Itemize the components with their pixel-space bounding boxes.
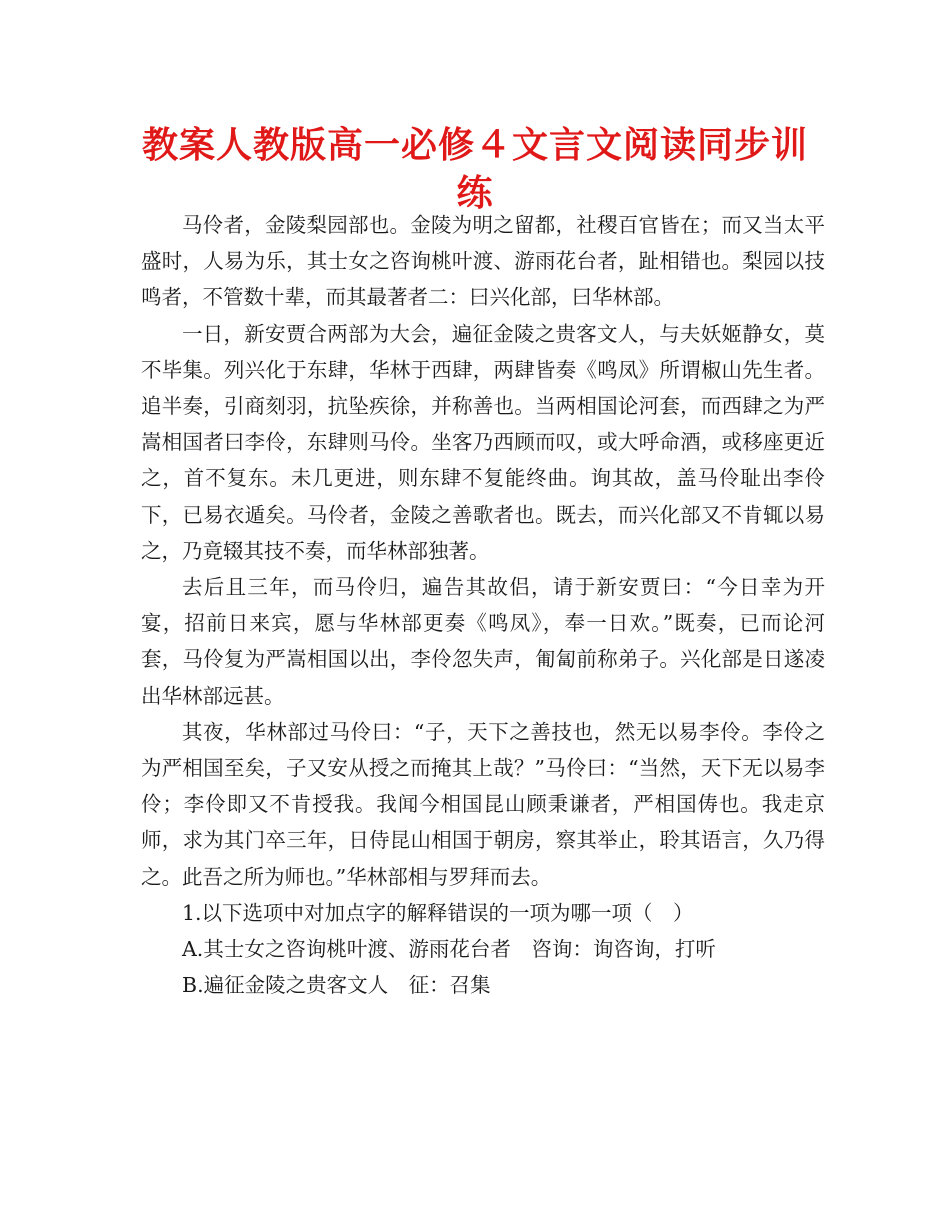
question-option-a: A.其士女之咨询桃叶渡、游雨花台者 咨询：询咨询，打听 <box>182 937 716 962</box>
paragraph-3: 去后且三年，而马伶归，遍告其故侣，请于新安贾曰：“今日幸为开宴，招前日来宾，愿与华林部更奏《鸣凤》，奉一日欢。”既奏，已而论河套，马伶复为严嵩相国以出，李伶忽失声，匍匐前称弟子。兴化部是日遂凌出华林部远甚。 <box>141 575 825 708</box>
paragraph-2: 一日，新安贾合两部为大会，遍征金陵之贵客文人，与夫妖姬静女，莫不毕集。列兴化于东肆，华林于西肆，两肆皆奏《鸣凤》所谓椒山先生者。追半奏，引商刻羽，抗坠疾徐，并称善也。当两相国论河套，而西肆之为严嵩相国者曰李伶，东肆则马伶。坐客乃西顾而叹，或大呼命酒，或移座更近之，首不复东。未几更进，则东肆不复能终曲。询其故，盖马伶耻出李伶下，已易衣遁矣。马伶者，金陵之善歌者也。既去，而兴化部又不肯辄以易之，乃竟辍其技不奏，而华林部独著。 <box>141 321 825 563</box>
document-title: 教案人教版高一必修４文言文阅读同步训练 <box>141 125 808 214</box>
paragraph-4: 其夜，华林部过马伶曰：“子，天下之善技也，然无以易李伶。李伶之为严相国至矣，子又安从授之而掩其上哉？”马伶曰：“当然，天下无以易李伶；李伶即又不肯授我。我闻今相国昆山顾秉谦者，严相国俦也。我走京师，求为其门卒三年，日侍昆山相国于朝房，察其举止，聆其语言，久乃得之。此吾之所为师也。”华林部相与罗拜而去。 <box>141 719 825 889</box>
paragraph-1: 马伶者，金陵梨园部也。金陵为明之留都，社稷百官皆在；而又当太平盛时，人易为乐，其士女之咨询桃叶渡、游雨花台者，趾相错也。梨园以技鸣者，不管数十辈，而其最著者二：曰兴化部，曰华林部。 <box>141 213 825 310</box>
question-option-b: B.遍征金陵之贵客文人 征：召集 <box>182 973 491 998</box>
document-body <box>141 207 825 1003</box>
question-stem: 1.以下选项中对加点字的解释错误的一项为哪一项（ ） <box>182 900 694 925</box>
